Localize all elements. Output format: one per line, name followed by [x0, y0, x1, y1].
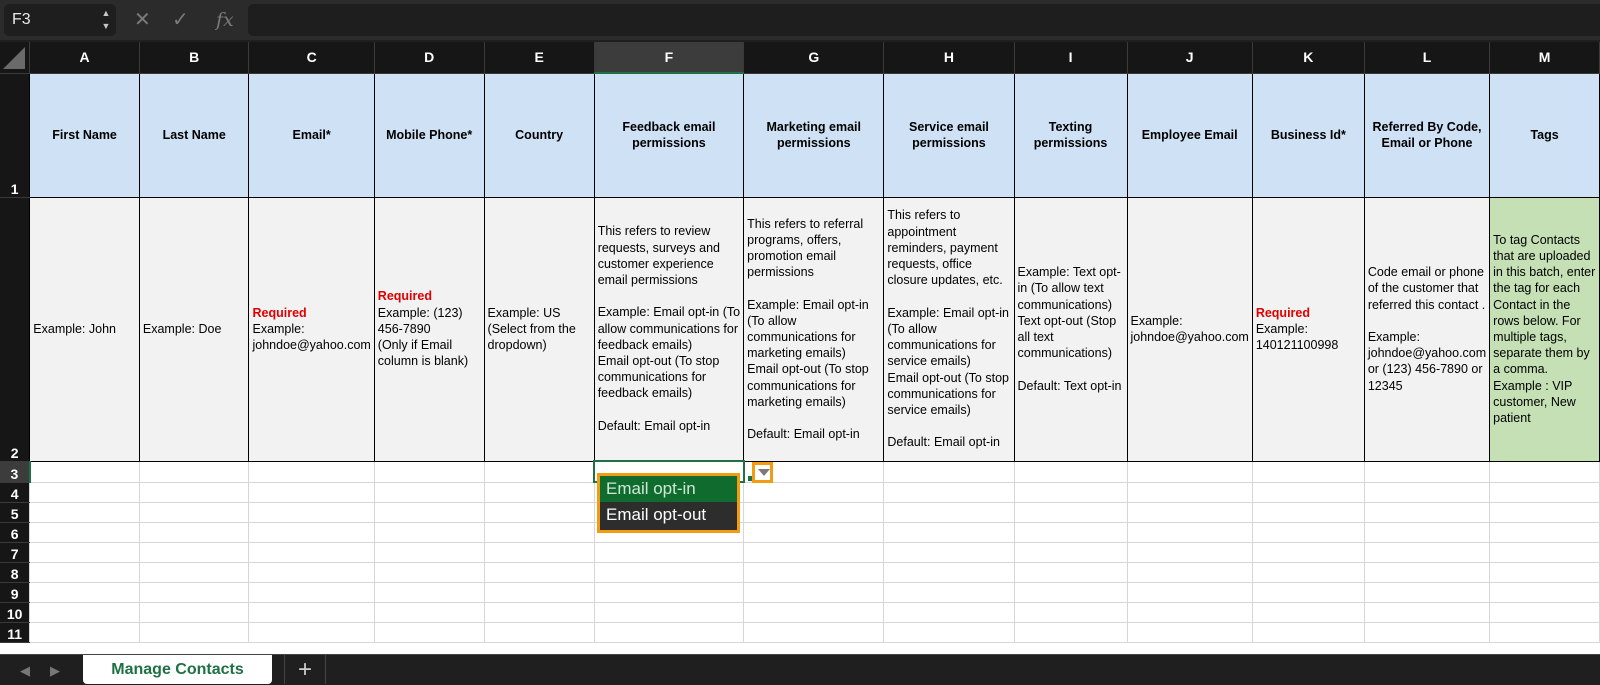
example-cell-tags[interactable]: To tag Contacts that are uploaded in this batch, enter the tag for each Contact in the rows below. For multiple tags, separate them by a comma. Example : VIP customer, New patient: [1490, 197, 1600, 461]
column-header-e[interactable]: E: [484, 42, 594, 73]
row-header-6[interactable]: 6: [0, 523, 30, 543]
cell[interactable]: [484, 543, 594, 563]
cell[interactable]: [374, 623, 484, 643]
cell[interactable]: [1252, 583, 1364, 603]
cell[interactable]: [884, 503, 1014, 523]
cell[interactable]: [249, 482, 374, 503]
example-cell-business-id[interactable]: [1252, 197, 1364, 461]
cell[interactable]: [1252, 482, 1364, 503]
cell[interactable]: [139, 583, 249, 603]
cell[interactable]: [884, 563, 1014, 583]
cell[interactable]: [1014, 543, 1127, 563]
cell[interactable]: [1364, 482, 1489, 503]
name-box-stepper-icon[interactable]: ▲ ▼: [101, 8, 111, 31]
cell[interactable]: [1364, 583, 1489, 603]
cell[interactable]: [1490, 543, 1600, 563]
cell[interactable]: [139, 543, 249, 563]
cell[interactable]: [30, 543, 140, 563]
header-cell-marketing-permissions[interactable]: Marketing email permissions: [744, 73, 884, 197]
cell[interactable]: [484, 623, 594, 643]
example-cell-email[interactable]: [249, 197, 374, 461]
cell[interactable]: [884, 482, 1014, 503]
cell[interactable]: [139, 503, 249, 523]
cell[interactable]: [374, 523, 484, 543]
cell[interactable]: [30, 482, 140, 503]
column-header-j[interactable]: J: [1127, 42, 1252, 73]
cell[interactable]: [1252, 543, 1364, 563]
example-cell-first-name[interactable]: Example: John: [30, 197, 140, 461]
row-header-4[interactable]: 4: [0, 482, 30, 503]
cell[interactable]: [1127, 482, 1252, 503]
cell[interactable]: [1490, 583, 1600, 603]
header-cell-business-id[interactable]: Business Id*: [1252, 73, 1364, 197]
cell[interactable]: [30, 563, 140, 583]
cell[interactable]: [484, 563, 594, 583]
example-cell-referred-by[interactable]: Code email or phone of the customer that referred this contact . Example: johndoe@yahoo.com or (123) 456-7890 or 12345: [1364, 197, 1489, 461]
cell[interactable]: [1014, 603, 1127, 623]
cell[interactable]: [249, 583, 374, 603]
cell[interactable]: [1127, 603, 1252, 623]
cell[interactable]: [30, 461, 140, 482]
required-label: Required: [377, 289, 432, 304]
cell[interactable]: [1014, 583, 1127, 603]
row-header-2[interactable]: 2: [0, 197, 30, 461]
name-box-value: F3: [12, 11, 31, 28]
column-header-b[interactable]: B: [139, 42, 249, 73]
spreadsheet-grid: [0, 42, 1600, 654]
cell[interactable]: [1127, 563, 1252, 583]
formula-bar: [0, 0, 1600, 40]
cell[interactable]: [249, 563, 374, 583]
cell[interactable]: [139, 623, 249, 643]
cell[interactable]: [1014, 503, 1127, 523]
cell[interactable]: [1252, 461, 1364, 482]
cancel-icon[interactable]: ✕: [134, 9, 151, 31]
required-label: Required: [1255, 305, 1310, 320]
cell[interactable]: [1490, 603, 1600, 623]
cell[interactable]: [884, 461, 1014, 482]
cell[interactable]: [1364, 523, 1489, 543]
cell[interactable]: [249, 623, 374, 643]
row-header-5[interactable]: 5: [0, 503, 30, 523]
cell[interactable]: [1490, 461, 1600, 482]
cell[interactable]: [139, 523, 249, 543]
cell[interactable]: [374, 583, 484, 603]
example-cell-country[interactable]: Example: US (Select from the dropdown): [484, 197, 594, 461]
example-cell-marketing-permissions[interactable]: This refers to referral programs, offers, promotion email permissions Example: Email opt-in (To allow communications for marketing emails) Email opt-out (To stop communications for marketing emails) Default: Email opt-in: [744, 197, 884, 461]
cell[interactable]: [594, 623, 743, 643]
header-cell-last-name[interactable]: Last Name: [139, 73, 249, 197]
sheet-tab-bar: [0, 654, 1600, 684]
column-header-m[interactable]: M: [1490, 42, 1600, 73]
header-cell-referred-by[interactable]: Referred By Code, Email or Phone: [1364, 73, 1489, 197]
confirm-icon[interactable]: ✓: [172, 9, 189, 31]
cell[interactable]: [484, 482, 594, 503]
cell[interactable]: [1364, 563, 1489, 583]
cell[interactable]: [1127, 503, 1252, 523]
row-header-1[interactable]: 1: [0, 73, 30, 197]
cell[interactable]: [139, 461, 249, 482]
cell[interactable]: [744, 623, 884, 643]
row-header-9[interactable]: 9: [0, 583, 30, 603]
example-cell-mobile-phone[interactable]: [374, 197, 484, 461]
column-header-h[interactable]: H: [884, 42, 1014, 73]
cell[interactable]: [1364, 623, 1489, 643]
cell[interactable]: [1014, 461, 1127, 482]
cell[interactable]: [1252, 623, 1364, 643]
example-cell-last-name[interactable]: Example: Doe: [139, 197, 249, 461]
cell[interactable]: [484, 583, 594, 603]
cell[interactable]: [374, 543, 484, 563]
cell[interactable]: [1014, 523, 1127, 543]
cell[interactable]: [484, 523, 594, 543]
cell[interactable]: [744, 523, 884, 543]
required-label: Required: [252, 305, 307, 320]
cell[interactable]: [139, 482, 249, 503]
row-header-7[interactable]: 7: [0, 543, 30, 563]
column-header-d[interactable]: D: [374, 42, 484, 73]
cell[interactable]: [249, 603, 374, 623]
chevron-down-icon: [758, 469, 770, 476]
cell[interactable]: [1490, 623, 1600, 643]
sheet-tab-manage-contacts[interactable]: Manage Contacts: [83, 655, 272, 684]
cell[interactable]: [1252, 523, 1364, 543]
cell[interactable]: [249, 503, 374, 523]
cell[interactable]: [1364, 543, 1489, 563]
example-cell-texting-permissions[interactable]: Example: Text opt-in (To allow text communications) Text opt-out (Stop all text communications) Default: Text opt-in: [1014, 197, 1127, 461]
cell[interactable]: [1014, 623, 1127, 643]
cell[interactable]: [1127, 623, 1252, 643]
example-text: Example: johndoe@yahoo.com: [252, 321, 371, 353]
cell[interactable]: [30, 603, 140, 623]
header-cell-country[interactable]: Country: [484, 73, 594, 197]
cell[interactable]: [374, 482, 484, 503]
example-cell-employee-email[interactable]: Example: johndoe@yahoo.com: [1127, 197, 1252, 461]
dropdown-option-email-opt-in[interactable]: Email opt-in: [600, 476, 737, 502]
cell[interactable]: [744, 482, 884, 503]
cell[interactable]: [374, 563, 484, 583]
row-header-8[interactable]: 8: [0, 563, 30, 583]
cell[interactable]: [1364, 503, 1489, 523]
cell[interactable]: [884, 623, 1014, 643]
cell[interactable]: [1014, 482, 1127, 503]
name-box[interactable]: [4, 4, 116, 36]
cell[interactable]: [1490, 523, 1600, 543]
select-all-icon: [3, 47, 25, 69]
previous-sheet-icon[interactable]: ◀: [20, 663, 30, 678]
next-sheet-icon[interactable]: ▶: [50, 663, 60, 678]
example-text: Example: (123) 456-7890 (Only if Email column is blank): [377, 305, 469, 369]
cell[interactable]: [1127, 543, 1252, 563]
cell[interactable]: [1364, 461, 1489, 482]
cell[interactable]: [1490, 482, 1600, 503]
cell[interactable]: [744, 603, 884, 623]
cell[interactable]: [884, 543, 1014, 563]
cell[interactable]: [594, 583, 743, 603]
cell[interactable]: [744, 543, 884, 563]
cell[interactable]: [884, 583, 1014, 603]
insert-function-icon[interactable]: fx: [216, 9, 234, 31]
add-sheet-button[interactable]: +: [284, 655, 326, 684]
cell[interactable]: [1490, 503, 1600, 523]
select-all-corner[interactable]: [0, 42, 30, 73]
header-cell-tags[interactable]: Tags: [1490, 73, 1600, 197]
column-header-k[interactable]: K: [1252, 42, 1364, 73]
cell[interactable]: [139, 563, 249, 583]
cell[interactable]: [1252, 563, 1364, 583]
cell[interactable]: [484, 461, 594, 482]
dropdown-option-email-opt-out[interactable]: Email opt-out: [606, 505, 707, 524]
column-header-i[interactable]: I: [1014, 42, 1127, 73]
cell[interactable]: [594, 563, 743, 583]
cell[interactable]: [30, 523, 140, 543]
formula-input[interactable]: [248, 4, 1600, 36]
row-header-10[interactable]: 10: [0, 603, 30, 623]
cell[interactable]: [374, 603, 484, 623]
cell[interactable]: [1014, 563, 1127, 583]
cell[interactable]: [884, 603, 1014, 623]
cell[interactable]: [484, 603, 594, 623]
header-cell-email[interactable]: Email*: [249, 73, 374, 197]
cell[interactable]: [30, 503, 140, 523]
cell[interactable]: [744, 503, 884, 523]
cell[interactable]: [884, 523, 1014, 543]
cell[interactable]: [1364, 603, 1489, 623]
column-header-c[interactable]: C: [249, 42, 374, 73]
header-cell-service-permissions[interactable]: Service email permissions: [884, 73, 1014, 197]
validation-dropdown-list: [597, 473, 740, 533]
cell[interactable]: [139, 603, 249, 623]
cell[interactable]: [1252, 603, 1364, 623]
cell[interactable]: [30, 623, 140, 643]
header-cell-first-name[interactable]: First Name: [30, 73, 140, 197]
header-cell-employee-email[interactable]: Employee Email: [1127, 73, 1252, 197]
cell[interactable]: [1252, 503, 1364, 523]
cell[interactable]: [744, 583, 884, 603]
cell[interactable]: [594, 543, 743, 563]
row-header-11[interactable]: 11: [0, 623, 30, 643]
column-header-f[interactable]: F: [594, 42, 743, 73]
cell[interactable]: [1490, 563, 1600, 583]
cell[interactable]: [249, 543, 374, 563]
column-header-a[interactable]: A: [30, 42, 140, 73]
cell[interactable]: [1127, 461, 1252, 482]
cell[interactable]: [744, 563, 884, 583]
cell[interactable]: [374, 461, 484, 482]
cell[interactable]: [594, 603, 743, 623]
cell[interactable]: [249, 461, 374, 482]
row-header-3[interactable]: 3: [0, 461, 30, 482]
cell[interactable]: [1127, 583, 1252, 603]
validation-dropdown-button[interactable]: [752, 462, 773, 483]
example-cell-feedback-permissions[interactable]: This refers to review requests, surveys and customer experience email permissions Example: Email opt-in (To allow communications for feedback emails) Email opt-out (To stop communications for feedback emails) Default: Email opt-in: [594, 197, 743, 461]
column-header-l[interactable]: L: [1364, 42, 1489, 73]
cell[interactable]: [30, 583, 140, 603]
example-text: Example: 140121100998: [1255, 321, 1339, 353]
cell-table: [0, 42, 1600, 643]
header-cell-texting-permissions[interactable]: Texting permissions: [1014, 73, 1127, 197]
cell[interactable]: [374, 503, 484, 523]
column-header-g[interactable]: G: [744, 42, 884, 73]
header-cell-mobile-phone[interactable]: Mobile Phone*: [374, 73, 484, 197]
cell[interactable]: [1127, 523, 1252, 543]
header-cell-feedback-permissions[interactable]: Feedback email permissions: [594, 73, 743, 197]
cell[interactable]: [249, 523, 374, 543]
example-cell-service-permissions[interactable]: This refers to appointment reminders, payment requests, office closure updates, etc. Example: Email opt-in (To allow communications for service emails) Email opt-out (To stop communications for service emails) Default: Email opt-in: [884, 197, 1014, 461]
cell[interactable]: [484, 503, 594, 523]
